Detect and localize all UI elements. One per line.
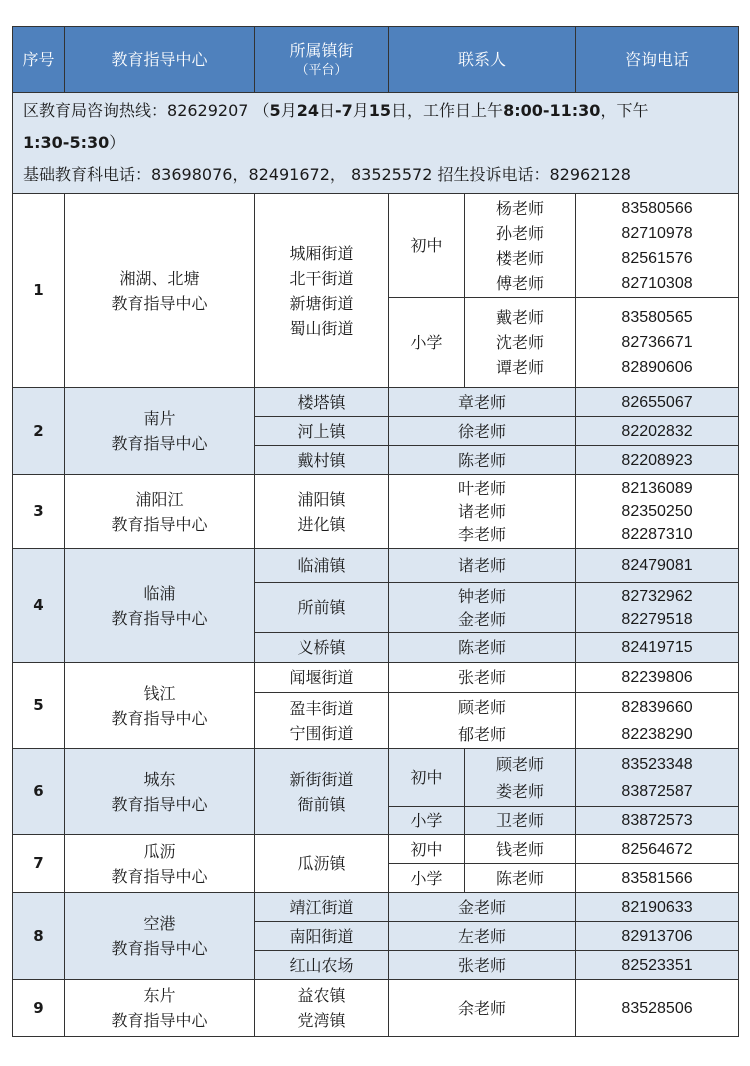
phone-list: 82136089 82350250 82287310 bbox=[576, 475, 739, 549]
contact-name: 左老师 bbox=[389, 922, 576, 951]
row-number: 1 bbox=[13, 194, 65, 388]
contact-name: 张老师 bbox=[389, 663, 576, 693]
town-list: 益农镇 党湾镇 bbox=[255, 980, 389, 1037]
town-list: 新街街道 衙前镇 bbox=[255, 749, 389, 835]
phone-list: 83523348 83872587 bbox=[576, 749, 739, 807]
center-name: 浦阳江 教育指导中心 bbox=[65, 475, 255, 549]
phone-number: 82564672 bbox=[576, 835, 739, 864]
phone-number: 83872573 bbox=[576, 807, 739, 835]
phone-number: 82419715 bbox=[576, 633, 739, 663]
phone-number: 82913706 bbox=[576, 922, 739, 951]
contact-name: 张老师 bbox=[389, 951, 576, 980]
table-row bbox=[13, 194, 739, 298]
contact-name: 诸老师 bbox=[389, 549, 576, 583]
center-name: 南片 教育指导中心 bbox=[65, 388, 255, 475]
phone-list: 82732962 82279518 bbox=[576, 583, 739, 633]
header-row bbox=[13, 27, 739, 93]
row-number: 8 bbox=[13, 893, 65, 980]
table-row bbox=[13, 388, 739, 417]
contact-table bbox=[12, 26, 739, 1037]
row-number: 3 bbox=[13, 475, 65, 549]
contact-name: 卫老师 bbox=[465, 807, 576, 835]
notice-row bbox=[13, 93, 739, 194]
phone-list: 83580566 82710978 82561576 82710308 bbox=[576, 194, 739, 298]
phone-number: 82190633 bbox=[576, 893, 739, 922]
contact-list: 顾老师 娄老师 bbox=[465, 749, 576, 807]
school-level: 初中 bbox=[389, 194, 465, 298]
table-row bbox=[13, 893, 739, 922]
header-town bbox=[255, 27, 389, 93]
town-name: 红山农场 bbox=[255, 951, 389, 980]
table-row bbox=[13, 749, 739, 807]
center-name: 城东 教育指导中心 bbox=[65, 749, 255, 835]
table-row bbox=[13, 663, 739, 693]
phone-number: 82523351 bbox=[576, 951, 739, 980]
table-row bbox=[13, 549, 739, 583]
contact-name: 陈老师 bbox=[389, 446, 576, 475]
contact-name: 章老师 bbox=[389, 388, 576, 417]
town-name: 河上镇 bbox=[255, 417, 389, 446]
center-name: 空港 教育指导中心 bbox=[65, 893, 255, 980]
town-list: 城厢街道 北干街道 新塘街道 蜀山街道 bbox=[255, 194, 389, 388]
town-name: 靖江街道 bbox=[255, 893, 389, 922]
header-center: 教育指导中心 bbox=[65, 27, 255, 93]
town-name: 戴村镇 bbox=[255, 446, 389, 475]
contact-name: 陈老师 bbox=[389, 633, 576, 663]
row-number: 9 bbox=[13, 980, 65, 1037]
town-name: 义桥镇 bbox=[255, 633, 389, 663]
phone-number: 82239806 bbox=[576, 663, 739, 693]
table-row bbox=[13, 475, 739, 549]
school-level: 小学 bbox=[389, 298, 465, 388]
contact-list: 钟老师 金老师 bbox=[389, 583, 576, 633]
table-row bbox=[13, 980, 739, 1037]
town-name: 临浦镇 bbox=[255, 549, 389, 583]
notice-line1: 区教育局咨询热线：82629207 （5月24日-7月15日，工作日上午8:00-11:30，下午 1:30-5:30） bbox=[23, 101, 649, 152]
contact-name: 徐老师 bbox=[389, 417, 576, 446]
contact-name: 陈老师 bbox=[465, 864, 576, 893]
header-contact: 联系人 bbox=[389, 27, 576, 93]
phone-number: 82479081 bbox=[576, 549, 739, 583]
school-level: 初中 bbox=[389, 835, 465, 864]
header-phone: 咨询电话 bbox=[576, 27, 739, 93]
phone-number: 83581566 bbox=[576, 864, 739, 893]
center-name: 瓜沥 教育指导中心 bbox=[65, 835, 255, 893]
contact-list: 叶老师 诸老师 李老师 bbox=[389, 475, 576, 549]
town-name: 闻堰街道 bbox=[255, 663, 389, 693]
phone-number: 83528506 bbox=[576, 980, 739, 1037]
row-number: 5 bbox=[13, 663, 65, 749]
contact-list: 杨老师 孙老师 楼老师 傅老师 bbox=[465, 194, 576, 298]
header-town-label: 所属镇街 bbox=[289, 40, 354, 60]
center-name: 钱江 教育指导中心 bbox=[65, 663, 255, 749]
header-no: 序号 bbox=[13, 27, 65, 93]
table-row bbox=[13, 835, 739, 864]
town-name: 南阳街道 bbox=[255, 922, 389, 951]
phone-list: 82839660 82238290 bbox=[576, 693, 739, 749]
center-name: 东片 教育指导中心 bbox=[65, 980, 255, 1037]
town-name: 瓜沥镇 bbox=[255, 835, 389, 893]
school-level: 小学 bbox=[389, 864, 465, 893]
town-list: 浦阳镇 进化镇 bbox=[255, 475, 389, 549]
contact-name: 余老师 bbox=[389, 980, 576, 1037]
phone-number: 82655067 bbox=[576, 388, 739, 417]
school-level: 初中 bbox=[389, 749, 465, 807]
row-number: 4 bbox=[13, 549, 65, 663]
row-number: 2 bbox=[13, 388, 65, 475]
contact-list: 戴老师 沈老师 谭老师 bbox=[465, 298, 576, 388]
contact-list: 顾老师 郁老师 bbox=[389, 693, 576, 749]
contact-name: 钱老师 bbox=[465, 835, 576, 864]
phone-list: 83580565 82736671 82890606 bbox=[576, 298, 739, 388]
center-name: 临浦 教育指导中心 bbox=[65, 549, 255, 663]
school-level: 小学 bbox=[389, 807, 465, 835]
center-name: 湘湖、北塘 教育指导中心 bbox=[65, 194, 255, 388]
contact-name: 金老师 bbox=[389, 893, 576, 922]
notice-line2: 基础教育科电话：83698076，82491672， 83525572 招生投诉电话：82962128 bbox=[23, 165, 631, 184]
phone-number: 82202832 bbox=[576, 417, 739, 446]
town-name: 所前镇 bbox=[255, 583, 389, 633]
row-number: 7 bbox=[13, 835, 65, 893]
town-list: 盈丰街道 宁围街道 bbox=[255, 693, 389, 749]
phone-number: 82208923 bbox=[576, 446, 739, 475]
notice-cell bbox=[13, 93, 739, 194]
header-town-sub: （平台） bbox=[295, 62, 348, 78]
town-name: 楼塔镇 bbox=[255, 388, 389, 417]
row-number: 6 bbox=[13, 749, 65, 835]
